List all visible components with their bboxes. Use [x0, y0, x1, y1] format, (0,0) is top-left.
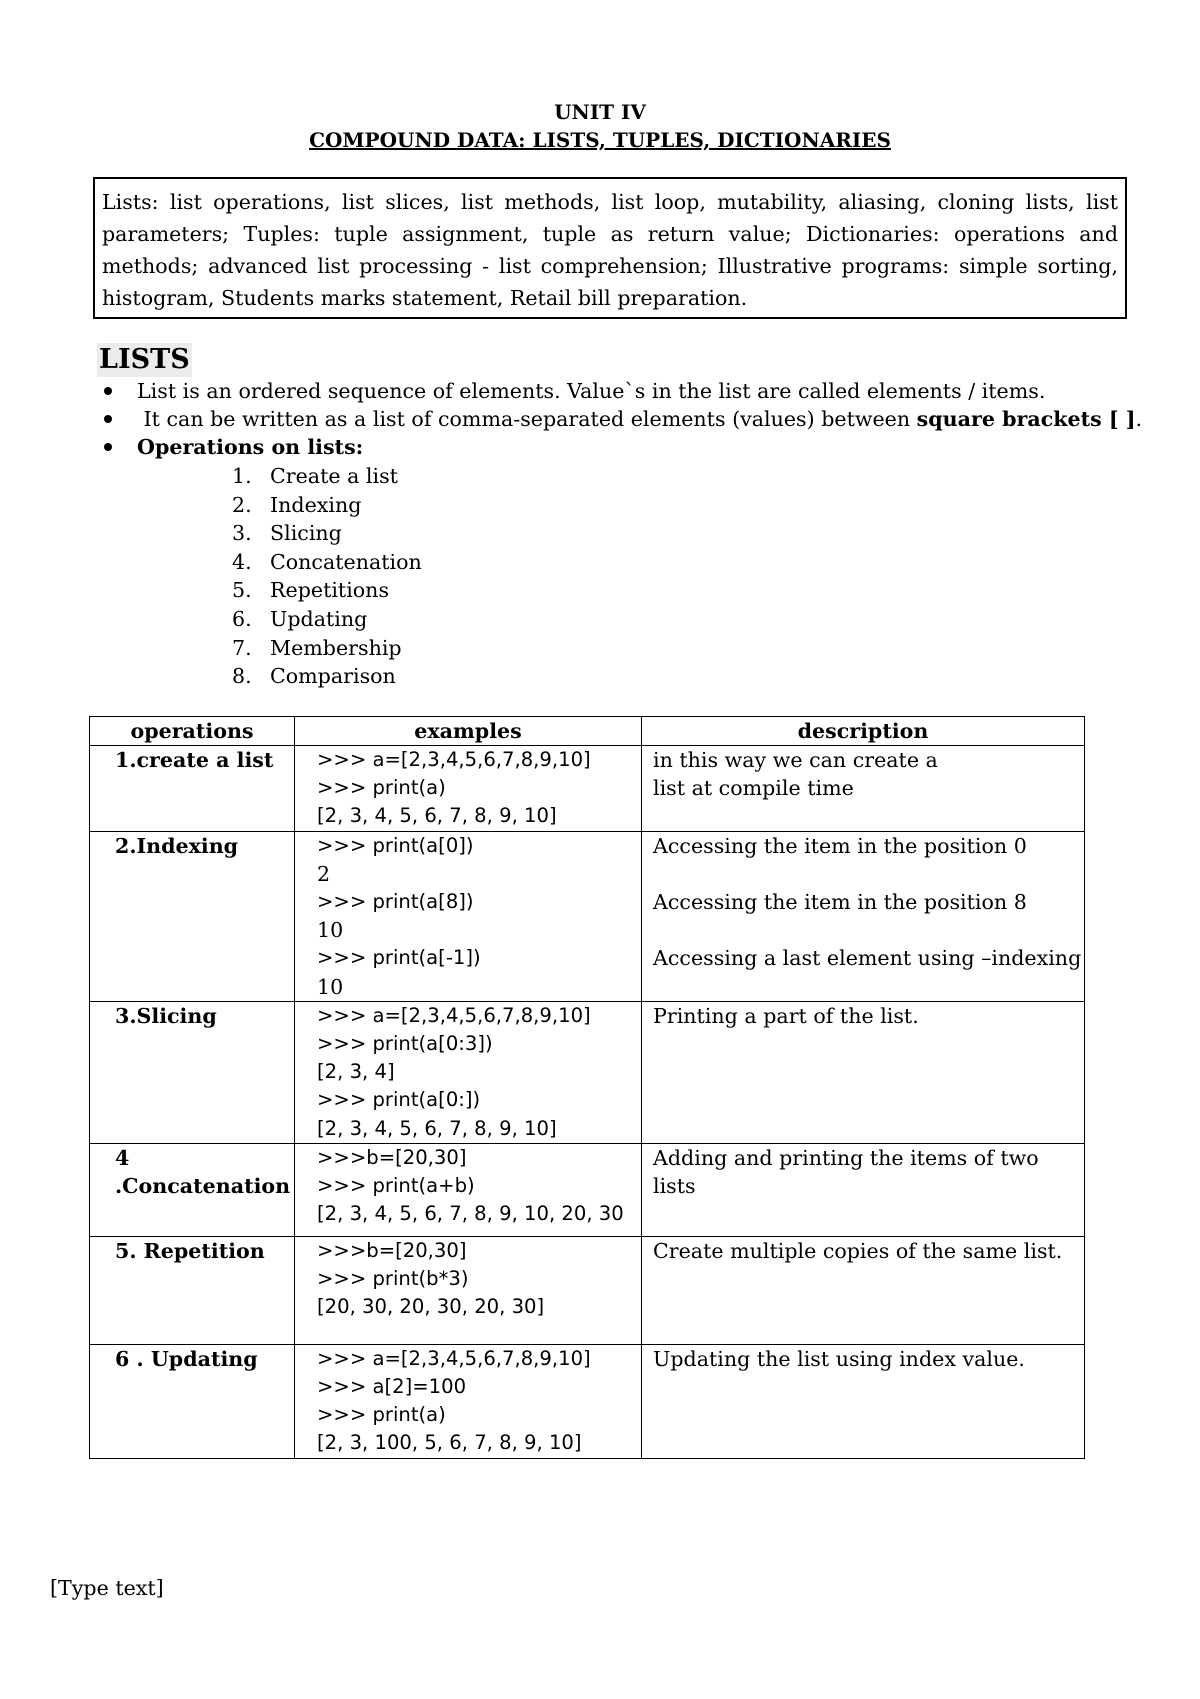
- column-header: operations: [90, 717, 295, 746]
- table-row: [90, 1344, 1085, 1458]
- description-line: list at compile time: [653, 776, 854, 801]
- example-line: >>> print(a[0:]): [317, 1088, 481, 1112]
- operation-cell: 5. Repetition: [90, 1236, 295, 1344]
- examples-cell: [295, 1001, 642, 1143]
- examples-cell: [295, 746, 642, 832]
- list-item: [232, 462, 422, 491]
- bullet-text-part: It can be written as a list of comma-separated elements (values) between: [143, 407, 917, 431]
- bullet-text: [137, 407, 1142, 431]
- description-line: [653, 860, 1084, 888]
- list-item-number: 4.: [232, 549, 252, 574]
- list-item: [232, 519, 422, 548]
- description-line: lists: [653, 1174, 696, 1199]
- operation-cell: 2.Indexing: [90, 831, 295, 1001]
- example-line: >>> print(b*3): [317, 1267, 469, 1291]
- description-cell: [642, 1236, 1085, 1344]
- description-line: Accessing the item in the position 0: [653, 833, 1027, 858]
- table-row: [90, 1236, 1085, 1344]
- description-line: Accessing the item in the position 8: [653, 890, 1027, 914]
- description-line: [653, 916, 1084, 944]
- table-row: [90, 1001, 1085, 1143]
- list-item: [232, 662, 422, 691]
- description-line: in this way we can create a: [653, 748, 938, 772]
- unit-title: UNIT IV: [554, 100, 646, 124]
- description-cell: [642, 831, 1085, 1001]
- example-line: [2, 3, 4, 5, 6, 7, 8, 9, 10]: [317, 804, 557, 828]
- bullet-text: List is an ordered sequence of elements. Value`s in the list are called elements / items.: [137, 379, 1046, 403]
- example-line: [2, 3, 100, 5, 6, 7, 8, 9, 10]: [317, 1431, 582, 1455]
- list-item-number: 2.: [232, 492, 252, 517]
- list-item-number: 3.: [232, 521, 252, 546]
- example-line: >>> a[2]=100: [317, 1375, 467, 1399]
- example-line: >>> print(a): [317, 1403, 446, 1427]
- lists-heading: LISTS: [99, 344, 190, 375]
- description-cell: [642, 746, 1085, 832]
- table-row: [90, 831, 1085, 1001]
- footer-text: [Type text]: [50, 1576, 164, 1600]
- operation-cell: 3.Slicing: [90, 1001, 295, 1143]
- description-cell: [642, 1001, 1085, 1143]
- column-header: examples: [295, 717, 642, 746]
- list-item-label: Updating: [270, 606, 368, 631]
- description-line: Accessing a last element using –indexing: [653, 946, 1082, 971]
- examples-cell: [295, 831, 642, 1001]
- operation-cell: 6 . Updating: [90, 1344, 295, 1458]
- list-item-number: 8.: [232, 664, 252, 689]
- examples-cell: [295, 1344, 642, 1458]
- list-item-label: Membership: [270, 635, 402, 660]
- operations-table: [89, 716, 1085, 1459]
- example-line: >>> print(a[-1]): [317, 946, 481, 970]
- example-line: [2, 3, 4]: [317, 1060, 395, 1084]
- table-row: [90, 1143, 1085, 1236]
- example-line: >>> a=[2,3,4,5,6,7,8,9,10]: [317, 748, 591, 771]
- examples-cell: [295, 1236, 642, 1344]
- list-item-label: Create a list: [270, 464, 398, 488]
- bullet-item: [98, 377, 1158, 405]
- examples-cell: [295, 1143, 642, 1236]
- bullet-item: [98, 433, 1158, 461]
- list-item-number: 7.: [232, 635, 252, 660]
- example-line: [2, 3, 4, 5, 6, 7, 8, 9, 10, 20, 30: [317, 1202, 624, 1226]
- bullet-list: [98, 377, 1158, 461]
- table-body: [90, 746, 1085, 1459]
- table-row: [90, 746, 1085, 832]
- example-line: >>> print(a[0]): [317, 833, 474, 857]
- list-item-label: Slicing: [270, 521, 342, 546]
- unit-subtitle: COMPOUND DATA: LISTS, TUPLES, DICTIONARIES: [309, 128, 891, 152]
- operations-list: [232, 462, 422, 691]
- operation-cell: 4 .Concatenation: [90, 1143, 295, 1236]
- example-line: 10: [317, 918, 344, 943]
- list-item-label: Repetitions: [270, 578, 390, 603]
- title-block: [0, 98, 1200, 154]
- bullet-text-bold: square brackets [ ]: [916, 407, 1136, 431]
- description-line: Updating the list using index value.: [653, 1346, 1025, 1371]
- list-item: [232, 634, 422, 663]
- bullet-dot-icon: [104, 443, 112, 451]
- example-line: >>> print(a[8]): [317, 890, 474, 914]
- list-item-number: 1.: [232, 464, 252, 488]
- description-cell: [642, 1344, 1085, 1458]
- list-item-label: Comparison: [270, 664, 396, 689]
- list-item: [232, 605, 422, 634]
- bullet-text: Operations on lists:: [137, 435, 364, 459]
- syllabus-box: Lists: list operations, list slices, list methods, list loop, mutability, aliasing, cloning lists, list parameters; Tuples: tuple assignment, tuple as return value; Dictionaries: operations and methods; advanced list processing - list comprehension; Illustrative programs: simple sorting, histogram, Students marks statement, Retail bill preparation.: [93, 177, 1127, 319]
- list-item-label: Indexing: [270, 492, 362, 517]
- example-line: 2: [317, 861, 331, 886]
- list-item: [232, 491, 422, 520]
- example-line: 10: [317, 974, 344, 999]
- list-item: [232, 576, 422, 605]
- example-line: >>> a=[2,3,4,5,6,7,8,9,10]: [317, 1003, 591, 1027]
- operation-cell: 1.create a list: [90, 746, 295, 832]
- example-line: >>> print(a[0:3]): [317, 1032, 493, 1056]
- description-line: Printing a part of the list.: [653, 1003, 919, 1028]
- list-item-label: Concatenation: [270, 549, 422, 574]
- example-line: >>> print(a+b): [317, 1174, 475, 1198]
- example-line: >>> print(a): [317, 776, 446, 800]
- list-item-number: 6.: [232, 606, 252, 631]
- list-item-number: 5.: [232, 578, 252, 603]
- description-cell: [642, 1143, 1085, 1236]
- bullet-dot-icon: [104, 415, 112, 423]
- bullet-item: [98, 405, 1158, 433]
- bullet-dot-icon: [104, 387, 112, 395]
- example-line: >>> a=[2,3,4,5,6,7,8,9,10]: [317, 1346, 591, 1370]
- description-line: Create multiple copies of the same list.: [653, 1238, 1063, 1263]
- bullet-text-part: .: [1135, 407, 1143, 431]
- example-line: [20, 30, 20, 30, 20, 30]: [317, 1295, 545, 1319]
- list-item: [232, 548, 422, 577]
- example-line: >>>b=[20,30]: [317, 1238, 467, 1262]
- column-header: description: [642, 717, 1085, 746]
- example-line: >>>b=[20,30]: [317, 1145, 467, 1169]
- description-line: Adding and printing the items of two: [653, 1145, 1039, 1170]
- example-line: [2, 3, 4, 5, 6, 7, 8, 9, 10]: [317, 1116, 557, 1140]
- table-header-row: [90, 717, 1085, 746]
